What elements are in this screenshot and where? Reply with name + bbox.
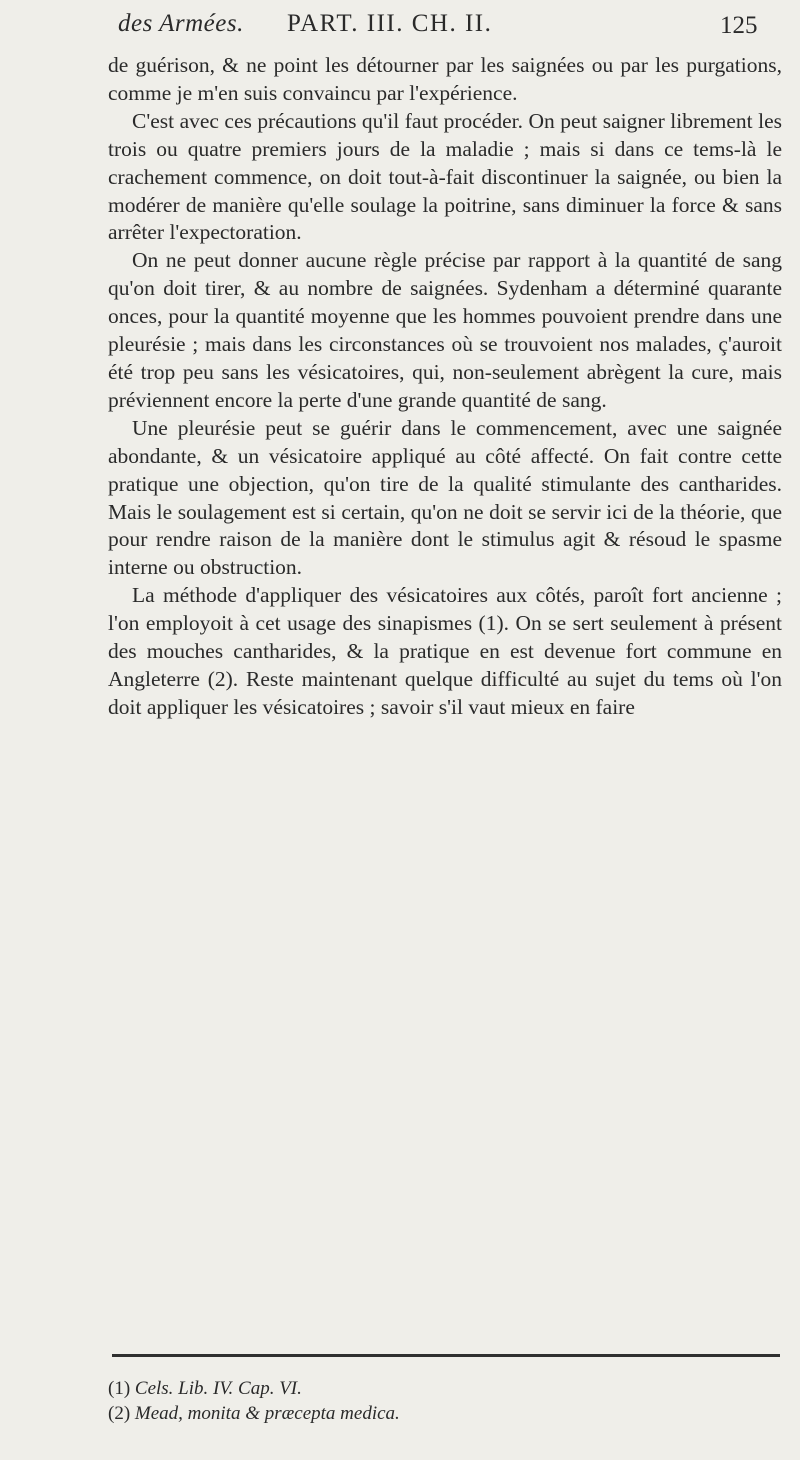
footnote-mark: (2) [108, 1403, 131, 1424]
paragraph-2: C'est avec ces précautions qu'il faut procéder. On peut saigner librement les trois ou quatre premiers jours de la maladie ; mais si dans ce tems-là le crachement commence, on doit tout-à-fait discontinuer la saignée, ou bien la modérer de manière qu'elle soulage la poitrine, sans diminuer la force & sans arrêter l'expectoration. [108, 108, 782, 245]
footnote-text: Mead, monita & præcepta medica. [134, 1403, 400, 1424]
paragraph-4: Une pleurésie peut se guérir dans le commencement, avec une saignée abondante, & un vésicatoire appliqué au côté affecté. On fait contre cette pratique une objection, qu'on tire de la qualité stimulante des cantharides. Mais le soulagement est si certain, qu'on ne doit se servir ici de la théorie, que pour rendre raison de la manière dont le stimulus agit & résoud le spasme interne ou obstruction. [108, 415, 782, 580]
footnote-2 [108, 1401, 782, 1426]
footnote-text: Cels. Lib. IV. Cap. VI. [134, 1378, 302, 1399]
paragraph-5: La méthode d'appliquer des vésicatoires aux côtés, paroît fort ancienne ; l'on employoit à cet usage des sinapismes (1). On se sert seulement à présent des mouches cantharides, & la pratique en est devenue fort commune en Angleterre (2). Reste maintenant quelque difficulté au sujet du tems où l'on doit appliquer les vésicatoires ; savoir s'il vaut mieux en faire [108, 583, 782, 719]
running-title: des Armées. [118, 10, 244, 37]
footnote-1 [108, 1376, 782, 1401]
page-number: 125 [720, 12, 758, 39]
footnote-divider [112, 1354, 780, 1357]
body-text [108, 52, 782, 722]
section-label: PART. III. CH. II. [287, 10, 493, 37]
page-header [0, 10, 800, 46]
footnotes [108, 1376, 782, 1426]
footnote-mark: (1) [108, 1378, 131, 1399]
paragraph-3: On ne peut donner aucune règle précise par rapport à la quantité de sang qu'on doit tirer, & au nombre de saignées. Sydenham a déterminé quarante onces, pour la quantité moyenne que les hommes pouvoient prendre dans une pleurésie ; mais dans les circonstances où se trouvoient nos malades, ç'auroit été trop peu sans les vésicatoires, qui, non-seulement abrègent la cure, mais préviennent encore la perte d'une grande quantité de sang. [108, 248, 782, 412]
paragraph-1: de guérison, & ne point les détourner par les saignées ou par les purgations, comme je m'en suis convaincu par l'expérience. [108, 53, 782, 105]
